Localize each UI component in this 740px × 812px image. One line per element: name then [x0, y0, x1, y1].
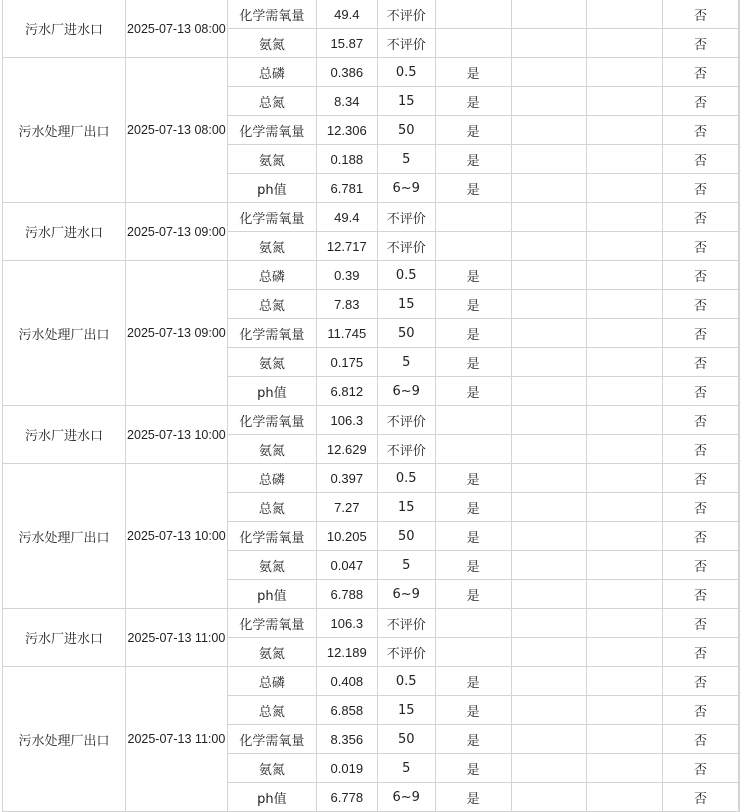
compliant-cell	[435, 435, 511, 464]
compliant-cell: 是	[435, 493, 511, 522]
value-cell: 0.39	[316, 261, 377, 290]
exceeded-cell: 否	[663, 754, 739, 783]
value-cell: 6.788	[316, 580, 377, 609]
blank-cell	[511, 464, 587, 493]
blank-cell	[739, 290, 740, 319]
value-cell: 0.188	[316, 145, 377, 174]
blank-cell	[511, 725, 587, 754]
blank-cell	[739, 493, 740, 522]
blank-cell	[587, 667, 663, 696]
blank-cell	[587, 522, 663, 551]
blank-cell	[739, 319, 740, 348]
blank-cell	[587, 783, 663, 812]
standard-cell: 15	[377, 87, 435, 116]
exceeded-cell: 否	[663, 377, 739, 406]
exceeded-cell: 否	[663, 348, 739, 377]
blank-cell	[739, 58, 740, 87]
blank-cell	[587, 754, 663, 783]
blank-cell	[511, 145, 587, 174]
table-row	[3, 464, 740, 493]
blank-cell	[739, 377, 740, 406]
compliant-cell: 是	[435, 696, 511, 725]
value-cell: 0.019	[316, 754, 377, 783]
exceeded-cell: 否	[663, 203, 739, 232]
blank-cell	[511, 290, 587, 319]
monitoring-table	[2, 0, 740, 812]
standard-cell: 不评价	[377, 0, 435, 29]
indicator-cell: 总氮	[227, 696, 316, 725]
blank-cell	[587, 0, 663, 29]
exceeded-cell: 否	[663, 232, 739, 261]
exceeded-cell: 否	[663, 261, 739, 290]
value-cell: 49.4	[316, 0, 377, 29]
value-cell: 6.781	[316, 174, 377, 203]
blank-cell	[739, 725, 740, 754]
blank-cell	[739, 87, 740, 116]
standard-cell: 不评价	[377, 29, 435, 58]
indicator-cell: 总氮	[227, 87, 316, 116]
compliant-cell: 是	[435, 580, 511, 609]
exceeded-cell: 否	[663, 522, 739, 551]
exceeded-cell: 否	[663, 551, 739, 580]
indicator-cell: 总磷	[227, 464, 316, 493]
value-cell: 0.047	[316, 551, 377, 580]
blank-cell	[511, 116, 587, 145]
blank-cell	[511, 493, 587, 522]
compliant-cell	[435, 0, 511, 29]
value-cell: 12.306	[316, 116, 377, 145]
compliant-cell: 是	[435, 87, 511, 116]
compliant-cell	[435, 406, 511, 435]
exceeded-cell: 否	[663, 174, 739, 203]
exceeded-cell: 否	[663, 145, 739, 174]
site-cell: 污水厂进水口	[3, 0, 126, 58]
blank-cell	[511, 783, 587, 812]
blank-cell	[587, 725, 663, 754]
compliant-cell: 是	[435, 261, 511, 290]
blank-cell	[587, 551, 663, 580]
time-cell: 2025-07-13 11:00	[125, 609, 227, 667]
blank-cell	[587, 319, 663, 348]
indicator-cell: 化学需氧量	[227, 116, 316, 145]
standard-cell: 50	[377, 522, 435, 551]
exceeded-cell: 否	[663, 87, 739, 116]
time-cell: 2025-07-13 08:00	[125, 58, 227, 203]
compliant-cell	[435, 232, 511, 261]
blank-cell	[587, 261, 663, 290]
exceeded-cell: 否	[663, 783, 739, 812]
standard-cell: 不评价	[377, 203, 435, 232]
indicator-cell: ph值	[227, 377, 316, 406]
indicator-cell: 化学需氧量	[227, 406, 316, 435]
indicator-cell: ph值	[227, 174, 316, 203]
blank-cell	[739, 348, 740, 377]
standard-cell: 50	[377, 725, 435, 754]
standard-cell: 15	[377, 696, 435, 725]
blank-cell	[739, 464, 740, 493]
blank-cell	[511, 174, 587, 203]
time-cell: 2025-07-13 11:00	[125, 667, 227, 812]
indicator-cell: 氨氮	[227, 348, 316, 377]
exceeded-cell: 否	[663, 580, 739, 609]
blank-cell	[511, 667, 587, 696]
indicator-cell: 化学需氧量	[227, 319, 316, 348]
site-cell: 污水厂进水口	[3, 203, 126, 261]
compliant-cell: 是	[435, 725, 511, 754]
site-cell: 污水处理厂出口	[3, 58, 126, 203]
compliant-cell	[435, 638, 511, 667]
value-cell: 6.778	[316, 783, 377, 812]
blank-cell	[587, 609, 663, 638]
standard-cell: 5	[377, 551, 435, 580]
time-cell: 2025-07-13 09:00	[125, 261, 227, 406]
blank-cell	[587, 29, 663, 58]
blank-cell	[587, 406, 663, 435]
blank-cell	[739, 522, 740, 551]
blank-cell	[511, 551, 587, 580]
standard-cell: 不评价	[377, 406, 435, 435]
exceeded-cell: 否	[663, 116, 739, 145]
indicator-cell: 总磷	[227, 667, 316, 696]
blank-cell	[739, 203, 740, 232]
standard-cell: 0.5	[377, 261, 435, 290]
value-cell: 0.386	[316, 58, 377, 87]
blank-cell	[511, 696, 587, 725]
exceeded-cell: 否	[663, 435, 739, 464]
blank-cell	[739, 667, 740, 696]
blank-cell	[587, 116, 663, 145]
blank-cell	[511, 522, 587, 551]
indicator-cell: 总磷	[227, 261, 316, 290]
standard-cell: 不评价	[377, 638, 435, 667]
exceeded-cell: 否	[663, 29, 739, 58]
standard-cell: 5	[377, 145, 435, 174]
blank-cell	[587, 464, 663, 493]
blank-cell	[511, 319, 587, 348]
indicator-cell: 总磷	[227, 58, 316, 87]
indicator-cell: 化学需氧量	[227, 203, 316, 232]
standard-cell: 0.5	[377, 667, 435, 696]
blank-cell	[739, 116, 740, 145]
indicator-cell: 化学需氧量	[227, 609, 316, 638]
indicator-cell: 总氮	[227, 493, 316, 522]
indicator-cell: 氨氮	[227, 232, 316, 261]
table-row	[3, 0, 740, 29]
blank-cell	[511, 377, 587, 406]
value-cell: 106.3	[316, 609, 377, 638]
standard-cell: 50	[377, 319, 435, 348]
indicator-cell: 氨氮	[227, 435, 316, 464]
standard-cell: 5	[377, 348, 435, 377]
blank-cell	[511, 0, 587, 29]
compliant-cell: 是	[435, 522, 511, 551]
value-cell: 15.87	[316, 29, 377, 58]
standard-cell: 0.5	[377, 464, 435, 493]
indicator-cell: 氨氮	[227, 145, 316, 174]
standard-cell: 50	[377, 116, 435, 145]
blank-cell	[511, 203, 587, 232]
blank-cell	[739, 145, 740, 174]
blank-cell	[587, 638, 663, 667]
blank-cell	[587, 58, 663, 87]
table-row	[3, 406, 740, 435]
standard-cell: 0.5	[377, 58, 435, 87]
indicator-cell: 氨氮	[227, 754, 316, 783]
blank-cell	[739, 29, 740, 58]
indicator-cell: 氨氮	[227, 638, 316, 667]
compliant-cell: 是	[435, 348, 511, 377]
standard-cell: 6~9	[377, 174, 435, 203]
blank-cell	[587, 377, 663, 406]
blank-cell	[739, 435, 740, 464]
exceeded-cell: 否	[663, 319, 739, 348]
site-cell: 污水处理厂出口	[3, 464, 126, 609]
compliant-cell	[435, 609, 511, 638]
value-cell: 11.745	[316, 319, 377, 348]
site-cell: 污水厂进水口	[3, 406, 126, 464]
blank-cell	[511, 435, 587, 464]
blank-cell	[587, 174, 663, 203]
blank-cell	[587, 290, 663, 319]
indicator-cell: 氨氮	[227, 29, 316, 58]
compliant-cell	[435, 29, 511, 58]
table-row	[3, 609, 740, 638]
indicator-cell: 化学需氧量	[227, 0, 316, 29]
compliant-cell: 是	[435, 290, 511, 319]
blank-cell	[587, 348, 663, 377]
compliant-cell: 是	[435, 174, 511, 203]
table-row	[3, 667, 740, 696]
blank-cell	[511, 58, 587, 87]
blank-cell	[587, 145, 663, 174]
value-cell: 12.717	[316, 232, 377, 261]
value-cell: 6.858	[316, 696, 377, 725]
blank-cell	[739, 696, 740, 725]
table-row	[3, 261, 740, 290]
blank-cell	[511, 406, 587, 435]
exceeded-cell: 否	[663, 0, 739, 29]
blank-cell	[511, 580, 587, 609]
standard-cell: 15	[377, 493, 435, 522]
time-cell: 2025-07-13 10:00	[125, 464, 227, 609]
standard-cell: 不评价	[377, 435, 435, 464]
compliant-cell: 是	[435, 116, 511, 145]
value-cell: 0.175	[316, 348, 377, 377]
standard-cell: 15	[377, 290, 435, 319]
compliant-cell: 是	[435, 667, 511, 696]
compliant-cell: 是	[435, 145, 511, 174]
blank-cell	[739, 783, 740, 812]
value-cell: 0.397	[316, 464, 377, 493]
blank-cell	[511, 754, 587, 783]
compliant-cell: 是	[435, 754, 511, 783]
blank-cell	[739, 0, 740, 29]
blank-cell	[587, 435, 663, 464]
compliant-cell: 是	[435, 551, 511, 580]
blank-cell	[739, 551, 740, 580]
standard-cell: 不评价	[377, 609, 435, 638]
site-cell: 污水处理厂出口	[3, 261, 126, 406]
standard-cell: 不评价	[377, 232, 435, 261]
exceeded-cell: 否	[663, 696, 739, 725]
site-cell: 污水厂进水口	[3, 609, 126, 667]
blank-cell	[511, 609, 587, 638]
blank-cell	[511, 87, 587, 116]
exceeded-cell: 否	[663, 609, 739, 638]
blank-cell	[511, 232, 587, 261]
blank-cell	[739, 754, 740, 783]
time-cell: 2025-07-13 08:00	[125, 0, 227, 58]
compliant-cell: 是	[435, 464, 511, 493]
exceeded-cell: 否	[663, 464, 739, 493]
blank-cell	[511, 348, 587, 377]
standard-cell: 5	[377, 754, 435, 783]
compliant-cell: 是	[435, 783, 511, 812]
time-cell: 2025-07-13 10:00	[125, 406, 227, 464]
blank-cell	[587, 696, 663, 725]
value-cell: 10.205	[316, 522, 377, 551]
value-cell: 8.34	[316, 87, 377, 116]
site-cell: 污水处理厂出口	[3, 667, 126, 812]
blank-cell	[587, 203, 663, 232]
blank-cell	[739, 580, 740, 609]
blank-cell	[587, 232, 663, 261]
value-cell: 12.629	[316, 435, 377, 464]
exceeded-cell: 否	[663, 493, 739, 522]
compliant-cell: 是	[435, 58, 511, 87]
indicator-cell: 化学需氧量	[227, 522, 316, 551]
value-cell: 7.83	[316, 290, 377, 319]
value-cell: 106.3	[316, 406, 377, 435]
indicator-cell: ph值	[227, 580, 316, 609]
blank-cell	[587, 580, 663, 609]
blank-cell	[511, 261, 587, 290]
indicator-cell: 化学需氧量	[227, 725, 316, 754]
value-cell: 8.356	[316, 725, 377, 754]
blank-cell	[739, 638, 740, 667]
compliant-cell: 是	[435, 319, 511, 348]
exceeded-cell: 否	[663, 290, 739, 319]
exceeded-cell: 否	[663, 58, 739, 87]
standard-cell: 6~9	[377, 783, 435, 812]
compliant-cell	[435, 203, 511, 232]
blank-cell	[739, 406, 740, 435]
blank-cell	[511, 29, 587, 58]
value-cell: 49.4	[316, 203, 377, 232]
blank-cell	[511, 638, 587, 667]
blank-cell	[587, 493, 663, 522]
table-row	[3, 58, 740, 87]
exceeded-cell: 否	[663, 725, 739, 754]
indicator-cell: 氨氮	[227, 551, 316, 580]
standard-cell: 6~9	[377, 377, 435, 406]
blank-cell	[739, 609, 740, 638]
value-cell: 6.812	[316, 377, 377, 406]
indicator-cell: 总氮	[227, 290, 316, 319]
value-cell: 7.27	[316, 493, 377, 522]
time-cell: 2025-07-13 09:00	[125, 203, 227, 261]
standard-cell: 6~9	[377, 580, 435, 609]
compliant-cell: 是	[435, 377, 511, 406]
value-cell: 0.408	[316, 667, 377, 696]
blank-cell	[739, 232, 740, 261]
blank-cell	[587, 87, 663, 116]
exceeded-cell: 否	[663, 667, 739, 696]
blank-cell	[739, 261, 740, 290]
exceeded-cell: 否	[663, 406, 739, 435]
indicator-cell: ph值	[227, 783, 316, 812]
value-cell: 12.189	[316, 638, 377, 667]
table-row	[3, 203, 740, 232]
exceeded-cell: 否	[663, 638, 739, 667]
table-body	[3, 0, 740, 812]
blank-cell	[739, 174, 740, 203]
